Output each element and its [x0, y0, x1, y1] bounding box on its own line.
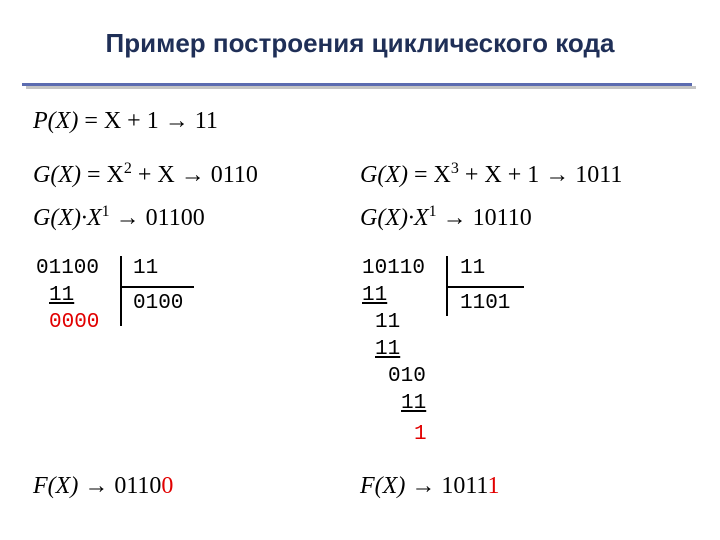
left-step-remainder: 0000 — [49, 311, 100, 334]
right-gx-exp: 1 — [428, 203, 437, 220]
right-divisor: 11 — [460, 257, 486, 280]
left-f-formula — [33, 473, 173, 500]
right-division-hbar — [446, 286, 524, 288]
right-g-rhs-a: = X — [413, 162, 451, 188]
left-f-rhs: → 0110 — [78, 473, 162, 499]
title-underline-shadow — [26, 86, 696, 89]
left-quotient: 0100 — [133, 292, 184, 315]
right-f-formula — [360, 473, 500, 500]
left-g-exp: 2 — [123, 160, 132, 177]
px-formula — [33, 108, 218, 135]
left-g-rhs-b: + X → 0110 — [131, 162, 258, 188]
left-dividend: 01100 — [36, 257, 100, 280]
left-g-lhs: G(X) — [33, 162, 81, 188]
left-gx-rhs: → 01100 — [109, 205, 205, 231]
right-f-check-bit: 1 — [487, 473, 500, 499]
right-g-lhs: G(X) — [360, 162, 408, 188]
right-f-rhs: → 1011 — [405, 473, 488, 499]
left-step-1: 11 — [49, 284, 75, 307]
right-step-2: 11 — [375, 311, 401, 334]
right-step-remainder: 1 — [414, 423, 427, 446]
left-f-lhs: F(X) — [33, 473, 79, 499]
left-gx-lhs: G(X)·X — [33, 205, 102, 231]
right-step-4: 010 — [388, 365, 426, 388]
left-gx-formula — [33, 203, 205, 232]
slide-title: Пример построения циклического кода — [105, 28, 615, 58]
px-lhs: P(X) — [33, 108, 79, 134]
left-g-rhs-a: = X — [86, 162, 124, 188]
right-gx-formula — [360, 203, 532, 232]
right-quotient: 1101 — [460, 292, 511, 315]
left-divisor: 11 — [133, 257, 159, 280]
right-g-rhs-b: + X + 1 → 1011 — [458, 162, 623, 188]
right-step-5: 11 — [401, 392, 427, 415]
left-division-hbar — [120, 286, 194, 288]
right-f-lhs: F(X) — [360, 473, 406, 499]
right-step-3: 11 — [375, 338, 401, 361]
left-f-check-bit: 0 — [161, 473, 174, 499]
right-dividend: 10110 — [362, 257, 426, 280]
right-step-1: 11 — [362, 284, 388, 307]
left-g-formula — [33, 160, 258, 189]
right-gx-lhs: G(X)·X — [360, 205, 429, 231]
px-rhs: = X + 1 → 11 — [84, 108, 218, 134]
right-g-exp: 3 — [450, 160, 459, 177]
left-division-vbar — [120, 256, 122, 326]
left-gx-exp: 1 — [101, 203, 110, 220]
right-gx-rhs: → 10110 — [436, 205, 532, 231]
right-g-formula — [360, 160, 622, 189]
